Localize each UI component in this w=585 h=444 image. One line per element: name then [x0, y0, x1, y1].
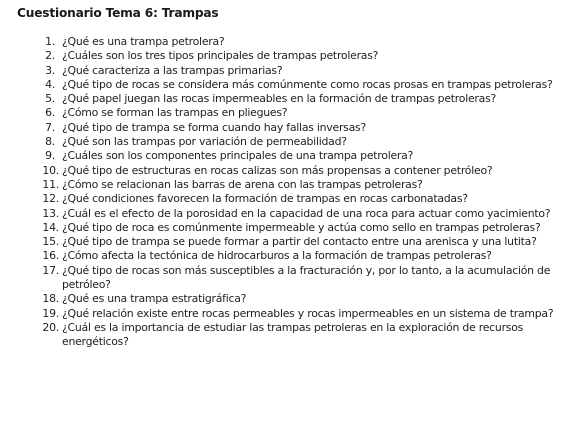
question-item — [0, 78, 585, 92]
question-number: 20. — [42, 320, 59, 334]
question-number: 8. — [45, 135, 55, 149]
question-item — [0, 164, 585, 178]
question-text: ¿Qué es una trampa petrolera? — [62, 35, 225, 48]
question-text: ¿Cómo afecta la tectónica de hidrocarburos a la formación de trampas petroleras? — [62, 249, 492, 263]
question-text: ¿Cómo se forman las trampas en pliegues? — [62, 106, 288, 120]
question-text: ¿Cuál es el efecto de la porosidad en la capacidad de una roca para actuar como yacimiento? — [62, 206, 551, 220]
question-number: 7. — [45, 120, 55, 134]
question-number: 1. — [45, 35, 55, 48]
question-number: 6. — [45, 106, 55, 120]
question-item — [0, 64, 585, 78]
question-item — [0, 106, 585, 120]
question-item — [0, 192, 585, 206]
question-item — [0, 307, 585, 321]
question-text: ¿Qué es una trampa estratigráfica? — [62, 292, 247, 306]
question-text: ¿Qué condiciones favorecen la formación de trampas en rocas carbonatadas? — [62, 192, 468, 206]
question-item — [0, 49, 585, 63]
question-text: ¿Cuáles son los tres tipos principales de trampas petroleras? — [62, 49, 379, 63]
question-number: 5. — [45, 92, 55, 106]
question-item — [0, 149, 585, 163]
question-number: 16. — [42, 249, 59, 263]
question-number: 19. — [42, 306, 59, 320]
question-number: 12. — [42, 192, 59, 206]
question-text: ¿Qué tipo de trampa se forma cuando hay fallas inversas? — [62, 120, 366, 134]
question-item — [0, 264, 585, 293]
question-number: 13. — [42, 206, 59, 220]
question-item — [0, 121, 585, 135]
question-text: ¿Qué son las trampas por variación de permeabilidad? — [62, 135, 347, 149]
question-text: ¿Qué tipo de estructuras en rocas calizas son más propensas a contener petróleo? — [62, 163, 493, 177]
question-text: ¿Cómo se relacionan las barras de arena con las trampas petroleras? — [62, 177, 423, 191]
question-number: 14. — [42, 220, 59, 234]
question-text: ¿Qué relación existe entre rocas permeables y rocas impermeables en un sistema de trampa? — [62, 306, 554, 320]
question-item — [0, 292, 585, 306]
question-number: 11. — [42, 177, 59, 191]
question-number: 3. — [45, 63, 55, 77]
question-number: 4. — [45, 77, 55, 91]
question-list — [0, 35, 585, 350]
question-item — [0, 207, 585, 221]
question-item — [0, 135, 585, 149]
question-text: ¿Qué papel juegan las rocas impermeables en la formación de trampas petroleras? — [62, 92, 497, 106]
question-number: 15. — [42, 235, 59, 249]
question-text: ¿Qué tipo de roca es comúnmente impermeable y actúa como sello en trampas petroleras? — [62, 220, 541, 234]
question-item — [0, 35, 585, 49]
question-item — [0, 235, 585, 249]
question-text: ¿Qué caracteriza a las trampas primarias? — [62, 63, 283, 77]
question-number: 10. — [42, 163, 59, 177]
question-text: ¿Cuáles son los componentes principales de una trampa petrolera? — [62, 149, 414, 163]
question-number: 9. — [45, 149, 55, 163]
question-item — [0, 221, 585, 235]
question-item — [0, 92, 585, 106]
question-item — [0, 249, 585, 263]
question-text: ¿Qué tipo de rocas son más susceptibles a la fracturación y, por lo tanto, a la acumulación de petróleo? — [62, 263, 551, 292]
question-number: 2. — [45, 49, 55, 63]
question-number: 18. — [42, 292, 59, 306]
question-text: ¿Qué tipo de rocas se considera más comúnmente como rocas prosas en trampas petroleras? — [62, 77, 553, 91]
question-item — [0, 321, 585, 350]
question-text: ¿Qué tipo de trampa se puede formar a partir del contacto entre una arenisca y una lutita? — [62, 235, 537, 249]
document-title: Cuestionario Tema 6: Trampas — [17, 6, 219, 20]
question-number: 17. — [42, 263, 59, 277]
question-text: ¿Cuál es la importancia de estudiar las trampas petroleras en la exploración de recursos energéticos? — [62, 320, 524, 349]
question-item — [0, 178, 585, 192]
